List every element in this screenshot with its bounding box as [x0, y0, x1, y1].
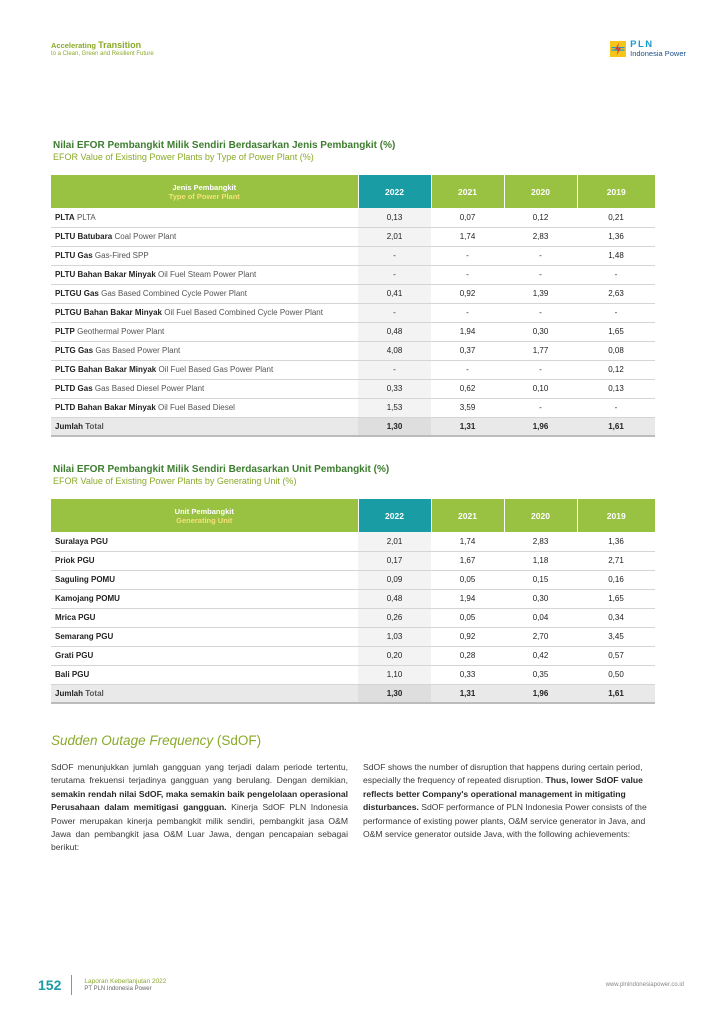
cell-value: - [577, 265, 655, 284]
cell-value: 2,83 [504, 227, 577, 246]
row-label: PLTA PLTA [51, 208, 358, 227]
cell-value: - [504, 265, 577, 284]
cell-value: 1,18 [504, 551, 577, 570]
cell-value: - [431, 265, 504, 284]
cell-value: 1,94 [431, 322, 504, 341]
sdof-paragraph-en: SdOF shows the number of disruption that happens during certain period, especially the frequency of repeated disruption. Thus, lower SdOF value reflects better Company's operational management in mitigating disturbances. SdOF performance of PLN Indonesia Power consists of the performance of existing power plants, O&M service generator in Java, and O&M service generator outside Java, with the following achievements: [363, 762, 647, 840]
row-label: PLTD Gas Gas Based Diesel Power Plant [51, 379, 358, 398]
cell-value: 0,50 [577, 665, 655, 684]
cell-value: 0,28 [431, 646, 504, 665]
cell-value: 0,08 [577, 341, 655, 360]
website-url: www.plnindonesiapower.co.id [605, 982, 684, 988]
pln-logo [610, 40, 686, 58]
row-label: Mrica PGU [51, 608, 358, 627]
cell-value: 0,48 [358, 322, 431, 341]
cell-value: - [504, 360, 577, 379]
table-row [51, 360, 655, 379]
cell-value: 0,92 [431, 284, 504, 303]
cell-value: 1,31 [431, 684, 504, 703]
row-label: Jumlah Total [51, 417, 358, 436]
cell-value: - [504, 246, 577, 265]
row-label: PLTG Gas Gas Based Power Plant [51, 341, 358, 360]
table-row [51, 398, 655, 417]
cell-value: - [431, 246, 504, 265]
efor-by-unit-table [51, 499, 655, 704]
cell-value: - [431, 360, 504, 379]
table-header-row [51, 499, 655, 532]
efor-by-type-table [51, 175, 655, 437]
cell-value: - [504, 303, 577, 322]
table-row [51, 322, 655, 341]
table-row [51, 532, 655, 551]
cell-value: 2,71 [577, 551, 655, 570]
cell-value: 1,36 [577, 532, 655, 551]
cell-value: 0,92 [431, 627, 504, 646]
row-label: Saguling POMU [51, 570, 358, 589]
row-label: Suralaya PGU [51, 532, 358, 551]
cell-value: 1,48 [577, 246, 655, 265]
row-label: Grati PGU [51, 646, 358, 665]
sdof-heading: Sudden Outage Frequency (SdOF) [51, 733, 262, 748]
cell-value: 2,01 [358, 227, 431, 246]
cell-value: 2,63 [577, 284, 655, 303]
cell-value: 0,33 [358, 379, 431, 398]
cell-value: 1,53 [358, 398, 431, 417]
column-header-year: 2022 [358, 175, 431, 208]
cell-value: 1,61 [577, 417, 655, 436]
cell-value: 0,20 [358, 646, 431, 665]
cell-value: - [577, 398, 655, 417]
cell-value: 1,61 [577, 684, 655, 703]
cell-value: 0,34 [577, 608, 655, 627]
cell-value: 0,12 [577, 360, 655, 379]
cell-value: 0,42 [504, 646, 577, 665]
row-label: PLTP Geothermal Power Plant [51, 322, 358, 341]
cell-value: 0,09 [358, 570, 431, 589]
table-header-row [51, 175, 655, 208]
column-header-year: 2021 [431, 499, 504, 532]
tagline-small: Accelerating [51, 41, 97, 50]
footer-divider [71, 975, 72, 995]
cell-value: 0,10 [504, 379, 577, 398]
report-title: Laporan Keberlanjutan 2022 [84, 978, 167, 985]
cell-value: 0,62 [431, 379, 504, 398]
lightning-logo-icon [610, 41, 626, 57]
page-footer [38, 975, 166, 995]
row-label: Kamojang POMU [51, 589, 358, 608]
cell-value: 0,30 [504, 589, 577, 608]
header-tagline [51, 40, 154, 58]
row-label: PLTGU Bahan Bakar Minyak Oil Fuel Based Combined Cycle Power Plant [51, 303, 358, 322]
table-row [51, 551, 655, 570]
cell-value: 1,03 [358, 627, 431, 646]
cell-value: - [358, 360, 431, 379]
table-total-row [51, 417, 655, 436]
cell-value: 0,16 [577, 570, 655, 589]
cell-value: 0,26 [358, 608, 431, 627]
column-header-unit: Unit Pembangkit Generating Unit [51, 499, 358, 532]
cell-value: 0,57 [577, 646, 655, 665]
table-row [51, 646, 655, 665]
cell-value: 1,65 [577, 322, 655, 341]
cell-value: 0,41 [358, 284, 431, 303]
table1-title-en: EFOR Value of Existing Power Plants by Type of Power Plant (%) [53, 152, 314, 162]
row-label: PLTU Batubara Coal Power Plant [51, 227, 358, 246]
table-row [51, 589, 655, 608]
cell-value: - [358, 265, 431, 284]
row-label: PLTG Bahan Bakar Minyak Oil Fuel Based Gas Power Plant [51, 360, 358, 379]
row-label: PLTU Bahan Bakar Minyak Oil Fuel Steam Power Plant [51, 265, 358, 284]
column-header-year: 2020 [504, 499, 577, 532]
table-row [51, 246, 655, 265]
table-row [51, 265, 655, 284]
table2-title [53, 464, 389, 486]
column-header-year: 2020 [504, 175, 577, 208]
tagline-big: Transition [98, 40, 142, 50]
cell-value: 1,36 [577, 227, 655, 246]
cell-value: 0,21 [577, 208, 655, 227]
column-header-year: 2019 [577, 175, 655, 208]
row-label: PLTD Bahan Bakar Minyak Oil Fuel Based Diesel [51, 398, 358, 417]
tagline-line2: to a Clean, Green and Resilient Future [51, 50, 154, 57]
table-total-row [51, 684, 655, 703]
row-label: Priok PGU [51, 551, 358, 570]
page-number: 152 [38, 977, 62, 993]
cell-value: 4,08 [358, 341, 431, 360]
cell-value: 0,48 [358, 589, 431, 608]
cell-value: 1,77 [504, 341, 577, 360]
cell-value: 0,13 [577, 379, 655, 398]
table-row [51, 379, 655, 398]
cell-value: 3,45 [577, 627, 655, 646]
table1-title-id: Nilai EFOR Pembangkit Milik Sendiri Berdasarkan Jenis Pembangkit (%) [53, 140, 396, 151]
table2-title-en: EFOR Value of Existing Power Plants by Generating Unit (%) [53, 476, 297, 486]
table-row [51, 665, 655, 684]
cell-value: 1,74 [431, 227, 504, 246]
cell-value: - [431, 303, 504, 322]
cell-value: 2,01 [358, 532, 431, 551]
cell-value: 1,67 [431, 551, 504, 570]
row-label: Jumlah Total [51, 684, 358, 703]
cell-value: - [358, 303, 431, 322]
table-row [51, 570, 655, 589]
cell-value: 1,65 [577, 589, 655, 608]
row-label: Semarang PGU [51, 627, 358, 646]
cell-value: - [504, 398, 577, 417]
cell-value: 0,05 [431, 570, 504, 589]
cell-value: 1,39 [504, 284, 577, 303]
column-header-year: 2021 [431, 175, 504, 208]
cell-value: 0,07 [431, 208, 504, 227]
cell-value: 0,35 [504, 665, 577, 684]
column-header-year: 2022 [358, 499, 431, 532]
cell-value: - [358, 246, 431, 265]
cell-value: - [577, 303, 655, 322]
cell-value: 1,94 [431, 589, 504, 608]
cell-value: 1,74 [431, 532, 504, 551]
table-row [51, 208, 655, 227]
cell-value: 1,96 [504, 417, 577, 436]
sdof-paragraph-id: SdOF menunjukkan jumlah gangguan yang terjadi dalam periode tertentu, terutama frekuensi terjadinya gangguan yang berulang. Dengan demikian, semakin rendah nilai SdOF, maka semakin baik pengelolaan operasional Perusahaan dalam memitigasi gangguan. Kinerja SdOF PLN Indonesia Power merupakan kinerja pembangkit milik sendiri, pembangkit jasa O&M Jawa dan pembangkit jasa O&M Luar Jawa, dengan pencapaian sebagai berikut: [51, 762, 348, 853]
table1-title [53, 140, 395, 162]
cell-value: 0,37 [431, 341, 504, 360]
column-header-year: 2019 [577, 499, 655, 532]
table-row [51, 227, 655, 246]
cell-value: 0,30 [504, 322, 577, 341]
cell-value: 1,31 [431, 417, 504, 436]
table-row [51, 303, 655, 322]
cell-value: 2,83 [504, 532, 577, 551]
table-row [51, 627, 655, 646]
cell-value: 0,04 [504, 608, 577, 627]
logo-subtitle: Indonesia Power [630, 48, 686, 58]
row-label: Bali PGU [51, 665, 358, 684]
cell-value: 3,59 [431, 398, 504, 417]
cell-value: 2,70 [504, 627, 577, 646]
cell-value: 0,17 [358, 551, 431, 570]
cell-value: 1,30 [358, 417, 431, 436]
company-name: PT PLN Indonesia Power [84, 986, 152, 992]
table-row [51, 608, 655, 627]
table-row [51, 341, 655, 360]
cell-value: 1,10 [358, 665, 431, 684]
cell-value: 0,12 [504, 208, 577, 227]
cell-value: 0,33 [431, 665, 504, 684]
column-header-type: Jenis Pembangkit Type of Power Plant [51, 175, 358, 208]
cell-value: 1,30 [358, 684, 431, 703]
cell-value: 0,15 [504, 570, 577, 589]
table2-title-id: Nilai EFOR Pembangkit Milik Sendiri Berdasarkan Unit Pembangkit (%) [53, 464, 390, 475]
cell-value: 0,05 [431, 608, 504, 627]
cell-value: 0,13 [358, 208, 431, 227]
logo-name: PLN [630, 39, 654, 50]
row-label: PLTGU Gas Gas Based Combined Cycle Power Plant [51, 284, 358, 303]
table-row [51, 284, 655, 303]
row-label: PLTU Gas Gas-Fired SPP [51, 246, 358, 265]
cell-value: 1,96 [504, 684, 577, 703]
